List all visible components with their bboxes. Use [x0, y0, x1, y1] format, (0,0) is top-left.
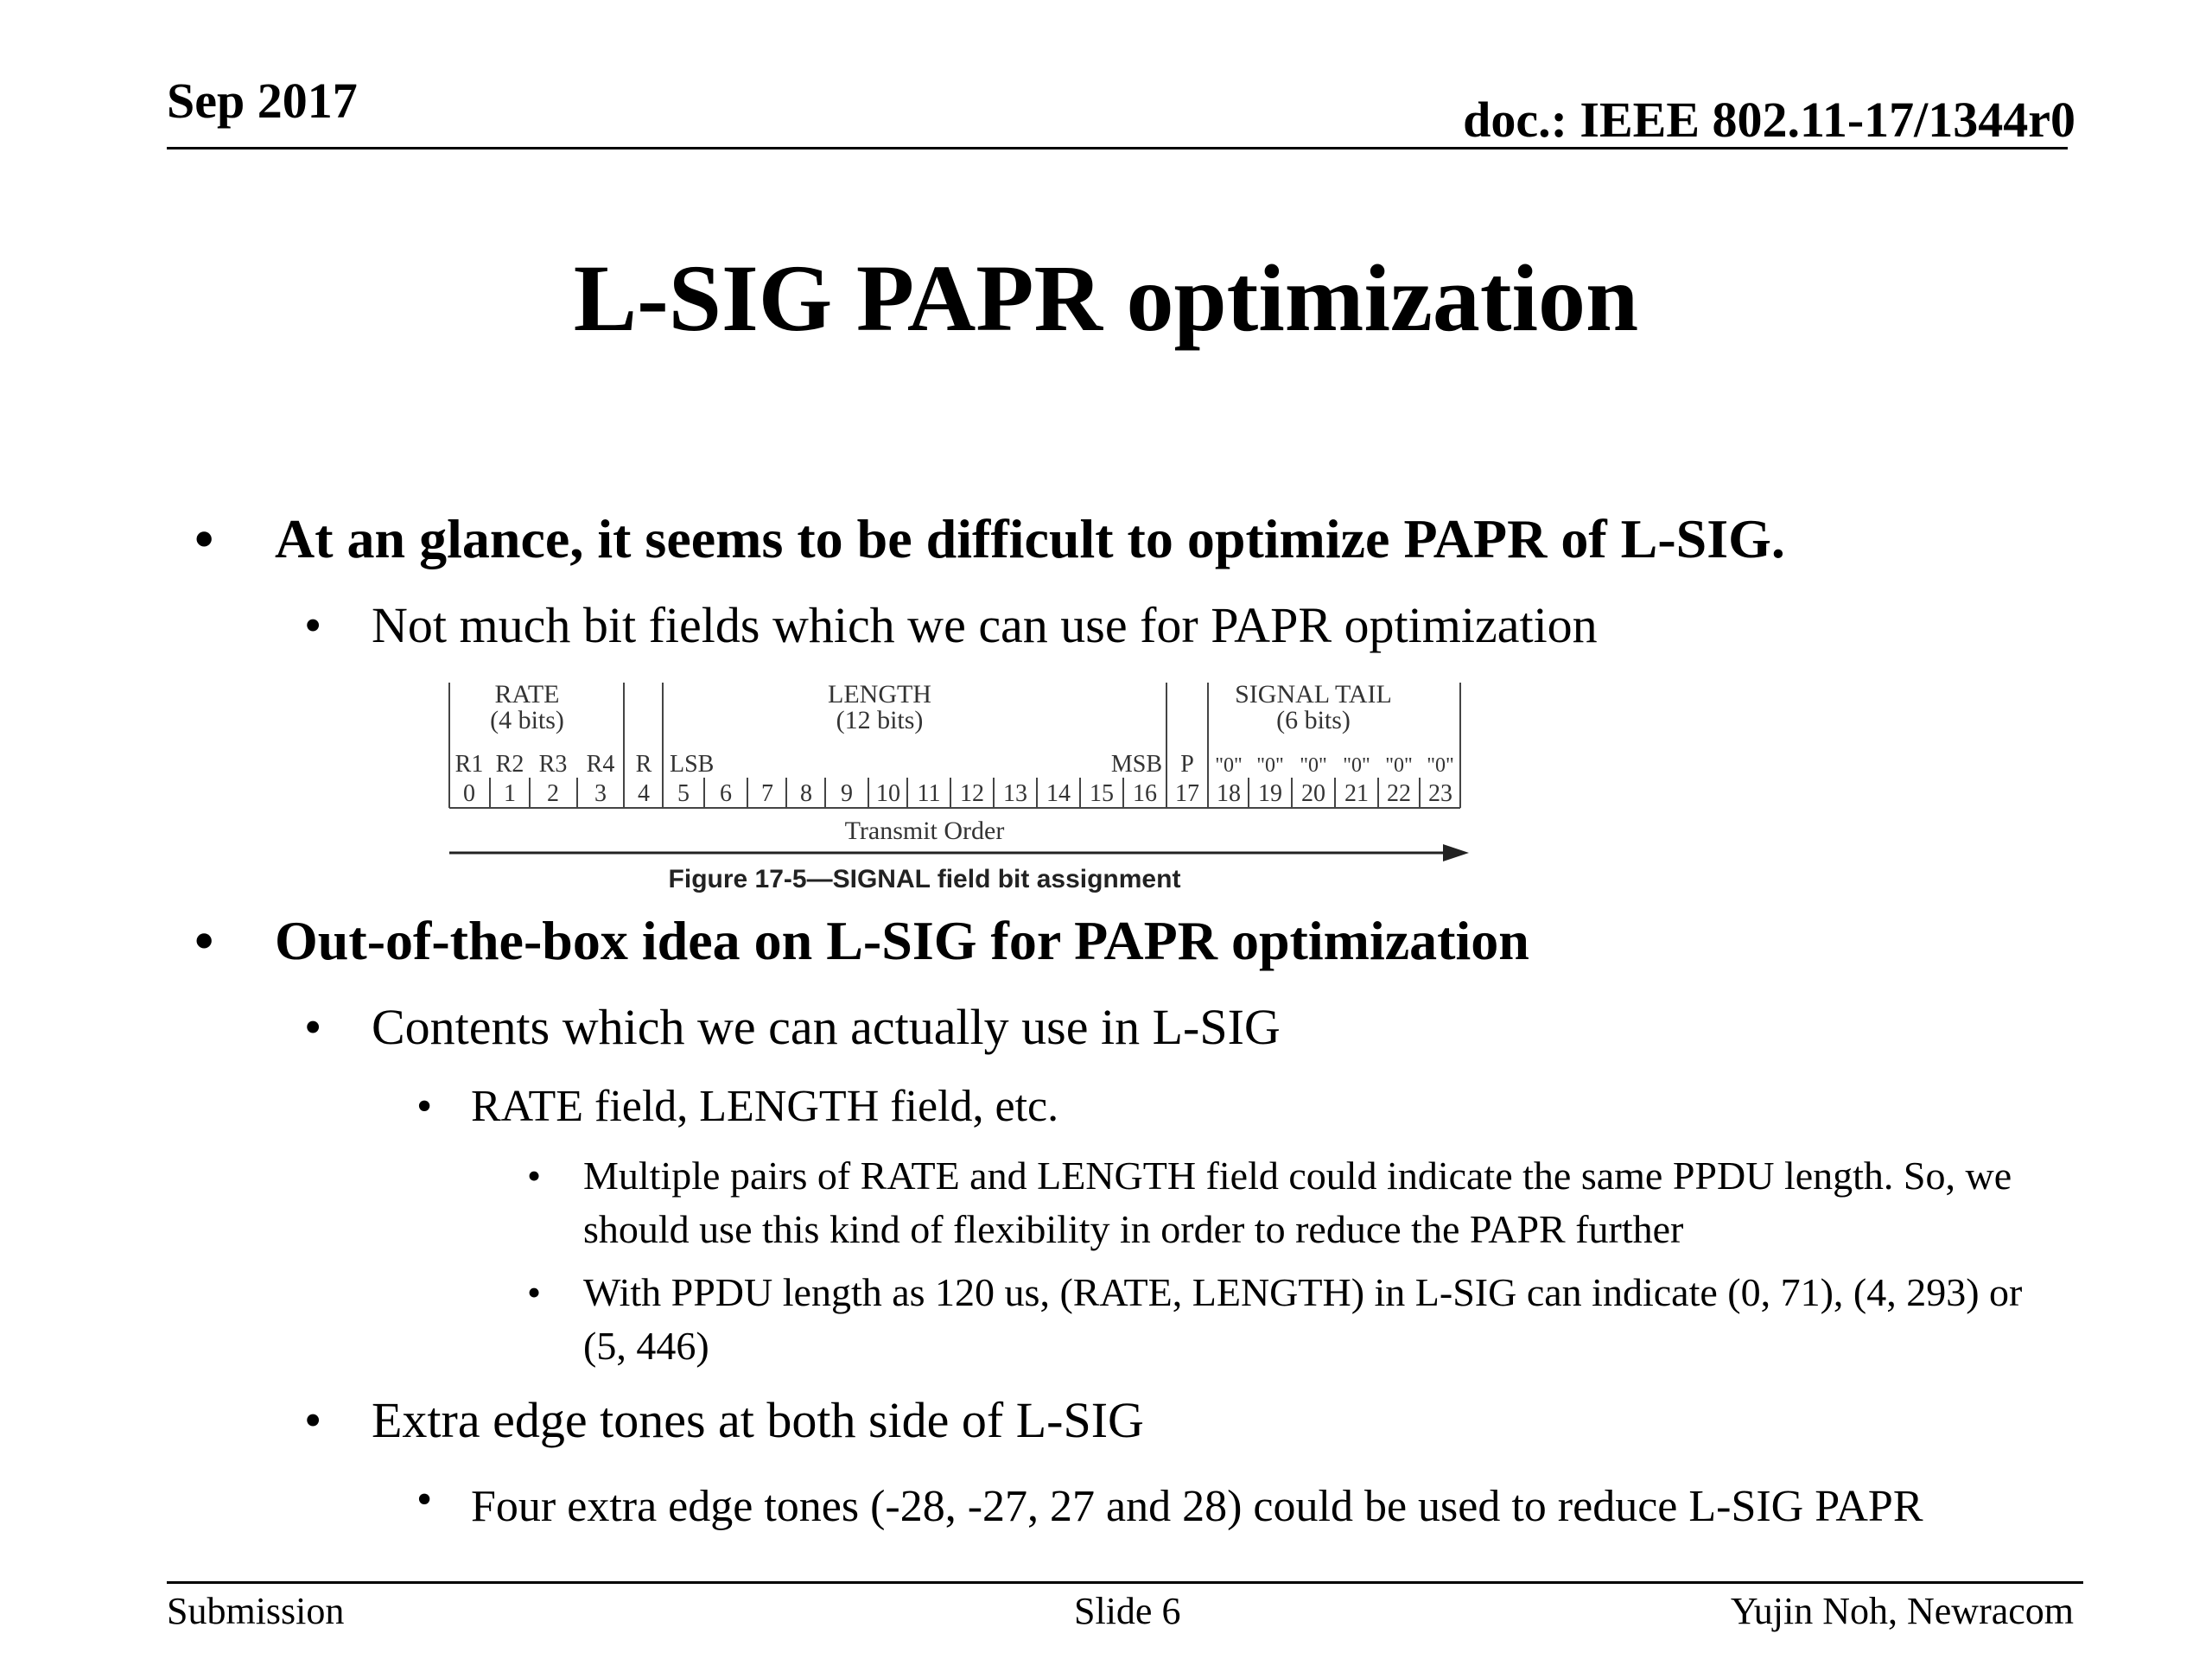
fig-group-tail-name: SIGNAL TAIL — [1235, 680, 1392, 709]
fig-tail-bit-19: "0" — [1256, 754, 1284, 777]
bullet-7-dot: • — [527, 1270, 542, 1314]
fig-field-p: P — [1180, 751, 1194, 778]
header-date: Sep 2017 — [167, 73, 358, 129]
fig-bit-16: 16 — [1133, 780, 1157, 807]
fig-tail-bit-20: "0" — [1300, 754, 1327, 777]
fig-bit-11: 11 — [917, 780, 941, 807]
bullet-9-text: Four extra edge tones (-28, -27, 27 and 28) could be used to reduce L-SIG PAPR — [471, 1482, 1923, 1531]
fig-field-r: R — [635, 751, 652, 778]
fig-tail-bit-22: "0" — [1385, 754, 1413, 777]
slide-title: L-SIG PAPR optimization — [573, 245, 1639, 351]
fig-bit-7: 7 — [761, 780, 773, 807]
bullet-3-text: Out-of-the-box idea on L-SIG for PAPR optimization — [275, 910, 1529, 971]
fig-bit-10: 10 — [876, 780, 900, 807]
fig-bit-21: 21 — [1344, 780, 1369, 807]
bullet-1-dot: • — [194, 508, 214, 569]
fig-bit-9: 9 — [841, 780, 853, 807]
bullet-4-dot: • — [304, 999, 322, 1055]
fig-field-r1: R1 — [454, 751, 484, 778]
fig-field-r2: R2 — [495, 751, 524, 778]
fig-bit-0: 0 — [463, 780, 475, 807]
fig-field-r4: R4 — [586, 751, 615, 778]
fig-bit-12: 12 — [960, 780, 984, 807]
header-doc-id: doc.: IEEE 802.11-17/1344r0 — [1463, 92, 2075, 148]
fig-bit-14: 14 — [1046, 780, 1071, 807]
bullet-2-dot: • — [304, 597, 322, 653]
footer-divider — [167, 1581, 2083, 1584]
fig-caption: Figure 17-5—SIGNAL field bit assignment — [668, 865, 1181, 893]
fig-tail-bit-21: "0" — [1343, 754, 1370, 777]
fig-group-rate-bits: (4 bits) — [490, 706, 564, 734]
fig-bit-20: 20 — [1301, 780, 1325, 807]
fig-bit-17: 17 — [1175, 780, 1199, 807]
bullet-6-text: Multiple pairs of RATE and LENGTH field could indicate the same PPDU length. So, we should use this kind of flexibility in order to reduce the PAPR further — [583, 1154, 2012, 1252]
fig-tail-bit-18: "0" — [1215, 754, 1243, 777]
bullet-6-dot: • — [527, 1154, 542, 1198]
header-divider — [167, 147, 2068, 149]
bullet-2-text: Not much bit fields which we can use for PAPR optimization — [372, 597, 1598, 653]
fig-bit-2: 2 — [547, 780, 559, 807]
fig-field-r3: R3 — [538, 751, 568, 778]
fig-bit-18: 18 — [1217, 780, 1241, 807]
bullet-5-text: RATE field, LENGTH field, etc. — [471, 1082, 1059, 1131]
fig-bit-1: 1 — [504, 780, 516, 807]
fig-group-tail-bits: (6 bits) — [1276, 706, 1351, 734]
fig-bit-6: 6 — [720, 780, 732, 807]
fig-transmit-order: Transmit Order — [844, 817, 1005, 845]
bullet-1-text: At an glance, it seems to be difficult to optimize PAPR of L-SIG. — [275, 508, 1785, 569]
fig-bit-8: 8 — [800, 780, 812, 807]
fig-bit-15: 15 — [1090, 780, 1114, 807]
fig-bit-3: 3 — [594, 780, 607, 807]
signal-field-figure — [441, 670, 1469, 894]
fig-bit-23: 23 — [1428, 780, 1452, 807]
fig-bit-19: 19 — [1258, 780, 1282, 807]
bullet-8-dot: • — [304, 1392, 322, 1448]
fig-bit-13: 13 — [1003, 780, 1027, 807]
fig-bit-5: 5 — [677, 780, 690, 807]
footer-author: Yujin Noh, Newracom — [1730, 1590, 2074, 1632]
footer-submission: Submission — [167, 1590, 345, 1632]
bullet-5-dot: • — [416, 1082, 433, 1131]
bullet-4-text: Contents which we can actually use in L-SIG — [372, 999, 1281, 1055]
footer-slide-number: Slide 6 — [1074, 1590, 1181, 1632]
fig-group-rate-name: RATE — [494, 680, 560, 709]
fig-group-length-name: LENGTH — [828, 680, 931, 709]
bullet-9-dot: • — [416, 1475, 433, 1524]
bullet-8-text: Extra edge tones at both side of L-SIG — [372, 1392, 1144, 1448]
fig-group-length-bits: (12 bits) — [836, 706, 924, 734]
bullet-7-text: With PPDU length as 120 us, (RATE, LENGTH) in L-SIG can indicate (0, 71), (4, 293) or (5, 446) — [583, 1270, 2023, 1369]
fig-tail-bit-23: "0" — [1427, 754, 1454, 777]
fig-bit-4: 4 — [638, 780, 650, 807]
fig-field-msb: MSB — [1110, 751, 1162, 778]
fig-field-lsb: LSB — [670, 751, 715, 778]
bullet-3-dot: • — [194, 910, 214, 971]
fig-bit-22: 22 — [1387, 780, 1411, 807]
